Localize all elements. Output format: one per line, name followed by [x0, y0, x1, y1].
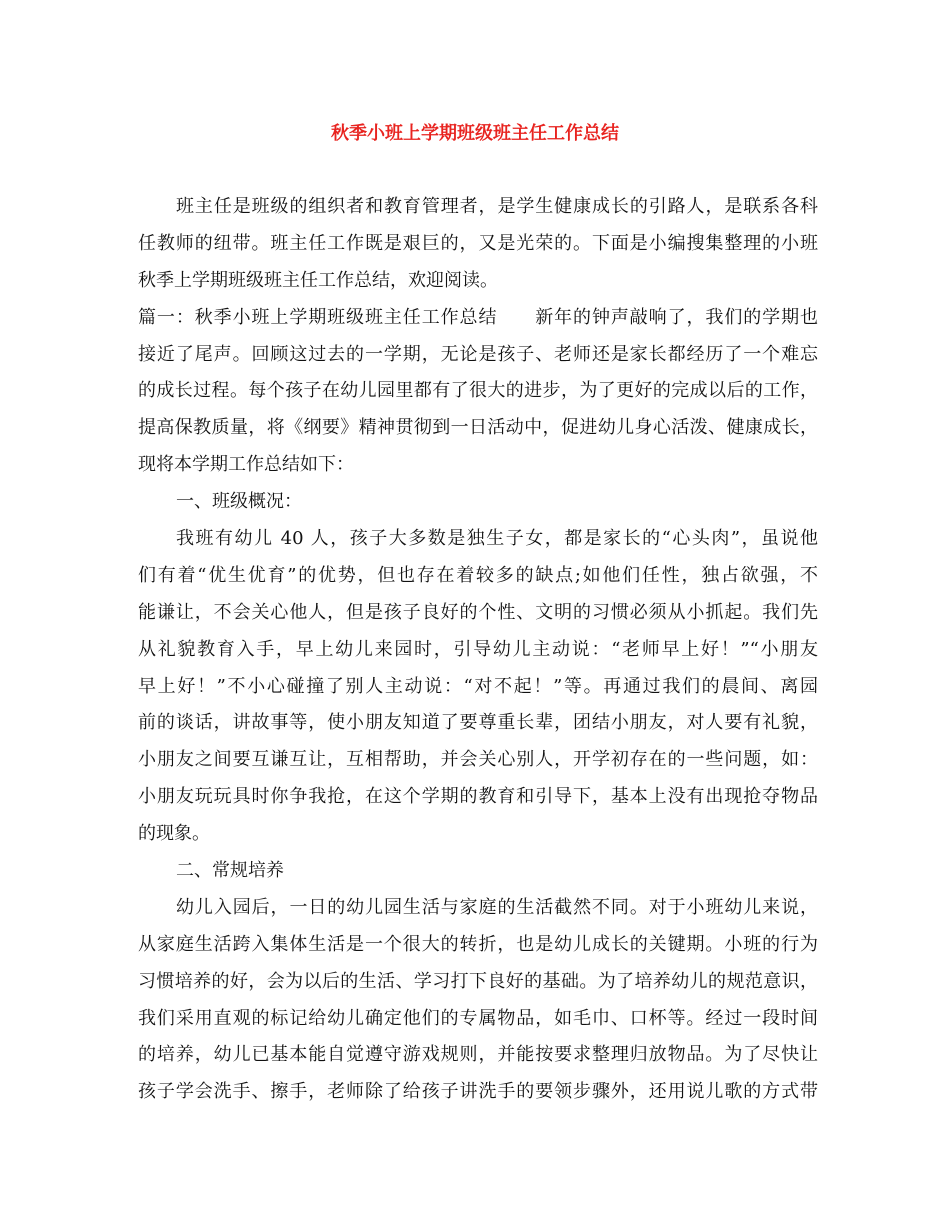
body-line: 幼儿入园后，一日的幼儿园生活与家庭的生活截然不同。对于小班幼儿来说， [176, 896, 818, 918]
body-line: 的成长过程。每个孩子在幼儿园里都有了很大的进步，为了更好的完成以后的工作， [138, 380, 818, 402]
body-line: 我们采用直观的标记给幼儿确定他们的专属物品，如毛巾、口杯等。经过一段时间 [138, 1007, 818, 1029]
body-line: 习惯培养的好，会为以后的生活、学习打下良好的基础。为了培养幼儿的规范意识， [138, 970, 818, 992]
body-line: 一、班级概况： [176, 491, 302, 513]
body-line: 能谦让，不会关心他人，但是孩子良好的个性、文明的习惯必须从小抓起。我们先 [138, 601, 818, 623]
body-line: 早上好！”不小心碰撞了别人主动说：“对不起！”等。再通过我们的晨间、离园 [138, 675, 818, 697]
body-line: 提高保教质量，将《纲要》精神贯彻到一日活动中，促进幼儿身心活泼、健康成长， [138, 417, 818, 439]
body-line: 前的谈话，讲故事等，使小朋友知道了要尊重长辈，团结小朋友，对人要有礼貌， [138, 712, 818, 734]
body-line: 现将本学期工作总结如下： [138, 454, 354, 476]
body-line: 们有着“优生优育”的优势，但也存在着较多的缺点;如他们任性，独占欲强，不 [138, 564, 818, 586]
body-line: 篇一：秋季小班上学期班级班主任工作总结 新年的钟声敲响了，我们的学期也 [138, 306, 818, 328]
body-line: 从家庭生活跨入集体生活是一个很大的转折，也是幼儿成长的关键期。小班的行为 [138, 933, 818, 955]
body-line: 的培养，幼儿已基本能自觉遵守游戏规则，并能按要求整理归放物品。为了尽快让 [138, 1044, 818, 1066]
body-line: 任教师的纽带。班主任工作既是艰巨的，又是光荣的。下面是小编搜集整理的小班 [138, 232, 818, 254]
body-line: 小朋友之间要互谦互让，互相帮助，并会关心别人，开学初存在的一些问题，如： [138, 749, 818, 771]
body-line: 从礼貌教育入手，早上幼儿来园时，引导幼儿主动说：“老师早上好！”“小朋友 [138, 638, 818, 660]
body-line: 小朋友玩玩具时你争我抢，在这个学期的教育和引导下，基本上没有出现抢夺物品 [138, 786, 818, 808]
body-line: 二、常规培养 [176, 860, 284, 882]
body-line: 接近了尾声。回顾这过去的一学期，无论是孩子、老师还是家长都经历了一个难忘 [138, 343, 818, 365]
body-line: 我班有幼儿 40 人，孩子大多数是独生子女，都是家长的“心头肉”，虽说他 [176, 528, 818, 550]
body-line: 班主任是班级的组织者和教育管理者，是学生健康成长的引路人，是联系各科 [176, 196, 818, 217]
body-line: 秋季上学期班级班主任工作总结，欢迎阅读。 [138, 269, 498, 291]
document-body [138, 189, 818, 1111]
document-title: 秋季小班上学期班级班主任工作总结 [331, 123, 619, 144]
body-line: 孩子学会洗手、擦手，老师除了给孩子讲洗手的要领步骤外，还用说儿歌的方式带 [138, 1081, 818, 1103]
body-line: 的现象。 [138, 823, 210, 845]
